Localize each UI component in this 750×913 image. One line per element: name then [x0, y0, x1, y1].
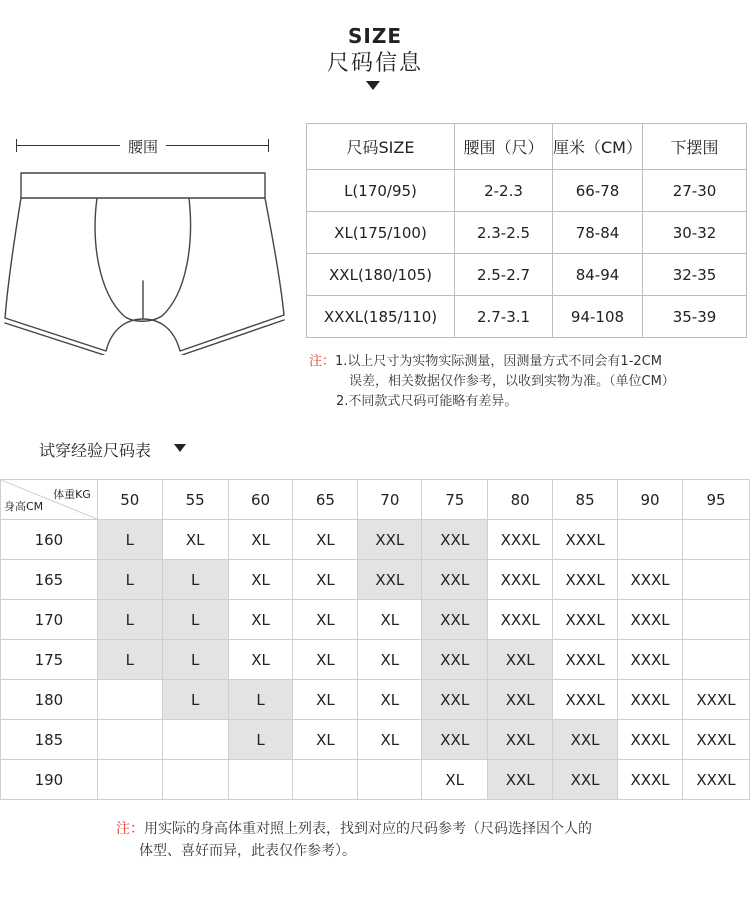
table-row [1, 600, 750, 640]
size-cell: 32-35 [643, 254, 747, 296]
fit-size-cell: L [97, 560, 162, 600]
footer-note-line-1: 用实际的身高体重对照上列表，找到对应的尺码参考（尺码选择因个人的 [144, 821, 592, 837]
note-line-2: 2.不同款式尺码可能略有差异。 [336, 394, 518, 409]
underwear-diagram [0, 165, 285, 355]
note-line-1: 1.以上尺寸为实物实际测量，因测量方式不同会有1-2CM [335, 354, 662, 369]
fit-size-cell: XXXL [683, 760, 750, 800]
fit-corner-cell [1, 480, 98, 520]
fit-size-cell: XXL [358, 520, 422, 560]
size-cell: 2.5-2.7 [455, 254, 553, 296]
fit-size-cell: XL [293, 640, 358, 680]
fit-size-cell: XXL [488, 720, 553, 760]
fit-size-cell: XXXL [683, 680, 750, 720]
fit-size-cell: XXXL [488, 520, 553, 560]
fit-size-cell: XXL [422, 680, 488, 720]
fit-size-cell: XL [162, 520, 228, 560]
size-cell: XL(175/100) [307, 212, 455, 254]
fit-size-cell: XXXL [488, 600, 553, 640]
page-title-cn: 尺码信息 [326, 51, 423, 76]
size-table-header [307, 124, 747, 170]
fit-size-cell: XL [293, 560, 358, 600]
table-row [1, 760, 750, 800]
weight-header-cell: 90 [618, 480, 683, 520]
height-axis-label: 身高CM [4, 500, 44, 513]
fit-size-cell: XXXL [553, 600, 618, 640]
size-header-cell: 腰围（尺） [455, 124, 553, 170]
height-cell: 190 [1, 760, 98, 800]
height-cell: 160 [1, 520, 98, 560]
fit-size-cell: XL [293, 520, 358, 560]
fit-size-cell [97, 760, 162, 800]
fit-size-cell: L [162, 600, 228, 640]
weight-header-cell: 65 [293, 480, 358, 520]
fit-size-cell: XL [293, 680, 358, 720]
fit-size-cell: XL [358, 640, 422, 680]
fit-size-cell: XXL [422, 560, 488, 600]
weight-header-cell: 95 [683, 480, 750, 520]
weight-header-cell: 70 [358, 480, 422, 520]
note-line-1b: 误差，相关数据仅作参考，以收到实物为准。（单位CM） [349, 374, 675, 389]
fit-size-cell: XXXL [683, 720, 750, 760]
fit-size-cell: XL [228, 640, 293, 680]
size-header-cell: 厘米（CM） [553, 124, 643, 170]
size-cell: 84-94 [553, 254, 643, 296]
table-row [307, 170, 747, 212]
size-header-cell: 下摆围 [643, 124, 747, 170]
weight-header-cell: 75 [422, 480, 488, 520]
fit-table [0, 479, 750, 800]
size-cell: 94-108 [553, 296, 643, 338]
height-cell: 170 [1, 600, 98, 640]
fit-size-cell: L [162, 640, 228, 680]
size-notes [309, 352, 675, 412]
fit-size-cell: L [97, 640, 162, 680]
fit-size-cell: XXXL [618, 600, 683, 640]
fit-size-cell: XXXL [618, 640, 683, 680]
fit-size-cell: XXXL [553, 680, 618, 720]
size-cell: 2.7-3.1 [455, 296, 553, 338]
fit-size-cell: XXL [553, 720, 618, 760]
waist-label: 腰围 [120, 136, 166, 157]
fit-size-cell [162, 760, 228, 800]
size-cell: 78-84 [553, 212, 643, 254]
size-cell: 30-32 [643, 212, 747, 254]
fit-size-cell [97, 720, 162, 760]
table-row [307, 296, 747, 338]
fit-size-cell: XXL [422, 600, 488, 640]
fit-table-title: 试穿经验尺码表 [39, 441, 152, 460]
fit-size-cell [683, 640, 750, 680]
fit-size-cell: XL [422, 760, 488, 800]
footer-note-prefix: 注： [116, 821, 144, 837]
size-cell: XXL(180/105) [307, 254, 455, 296]
weight-header-cell: 50 [97, 480, 162, 520]
fit-table-header [1, 480, 750, 520]
fit-size-cell [683, 520, 750, 560]
table-row [1, 640, 750, 680]
fit-size-cell: XL [358, 720, 422, 760]
fit-size-cell: XXXL [618, 720, 683, 760]
weight-header-cell: 55 [162, 480, 228, 520]
fit-size-cell: L [162, 560, 228, 600]
size-cell: 66-78 [553, 170, 643, 212]
table-row [1, 560, 750, 600]
page-title-en: SIZE [347, 24, 402, 48]
fit-size-cell: XL [293, 720, 358, 760]
fit-size-cell: XXXL [488, 560, 553, 600]
height-cell: 175 [1, 640, 98, 680]
fit-size-cell: XXXL [553, 640, 618, 680]
size-cell: 27-30 [643, 170, 747, 212]
footer-note [116, 818, 592, 862]
fit-size-cell: L [228, 680, 293, 720]
size-cell: 35-39 [643, 296, 747, 338]
weight-header-cell: 80 [488, 480, 553, 520]
fit-size-cell [683, 600, 750, 640]
height-cell: 185 [1, 720, 98, 760]
table-row [1, 680, 750, 720]
footer-note-line-2: 体型、喜好而异，此表仅作参考）。 [139, 843, 356, 859]
size-table [306, 123, 747, 338]
fit-size-cell: XXL [488, 640, 553, 680]
fit-size-cell: XL [358, 600, 422, 640]
fit-size-cell: XL [228, 600, 293, 640]
weight-header-cell: 85 [553, 480, 618, 520]
fit-size-cell [618, 520, 683, 560]
fit-size-cell: XL [293, 600, 358, 640]
size-cell: 2-2.3 [455, 170, 553, 212]
height-cell: 180 [1, 680, 98, 720]
table-row [307, 212, 747, 254]
fit-size-cell: XXL [553, 760, 618, 800]
table-row [307, 254, 747, 296]
fit-size-cell: XXL [358, 560, 422, 600]
fit-size-cell [358, 760, 422, 800]
caret-down-icon [174, 444, 186, 452]
height-cell: 165 [1, 560, 98, 600]
fit-size-cell: L [162, 680, 228, 720]
fit-size-cell: XL [228, 520, 293, 560]
table-row [1, 520, 750, 560]
fit-size-cell [228, 760, 293, 800]
fit-size-cell: XXL [488, 680, 553, 720]
size-cell: XXXL(185/110) [307, 296, 455, 338]
fit-size-cell: XXXL [618, 680, 683, 720]
fit-size-cell: XXL [422, 640, 488, 680]
fit-size-cell: XL [228, 560, 293, 600]
fit-size-cell: XXXL [618, 560, 683, 600]
weight-header-cell: 60 [228, 480, 293, 520]
size-cell: 2.3-2.5 [455, 212, 553, 254]
size-header-cell: 尺码SIZE [307, 124, 455, 170]
fit-size-cell [97, 680, 162, 720]
caret-down-icon [366, 81, 380, 90]
note-prefix: 注： [309, 354, 336, 369]
fit-size-cell: XXXL [618, 760, 683, 800]
size-cell: L(170/95) [307, 170, 455, 212]
fit-size-cell [162, 720, 228, 760]
fit-size-cell: XXXL [553, 560, 618, 600]
weight-axis-label: 体重KG [53, 488, 91, 501]
table-row [1, 720, 750, 760]
fit-size-cell: XXL [488, 760, 553, 800]
fit-size-cell: L [97, 600, 162, 640]
fit-size-cell: L [228, 720, 293, 760]
fit-size-cell: XXL [422, 720, 488, 760]
fit-size-cell [293, 760, 358, 800]
fit-size-cell: XXL [422, 520, 488, 560]
fit-size-cell: L [97, 520, 162, 560]
fit-size-cell [683, 560, 750, 600]
fit-size-cell: XL [358, 680, 422, 720]
fit-size-cell: XXXL [553, 520, 618, 560]
